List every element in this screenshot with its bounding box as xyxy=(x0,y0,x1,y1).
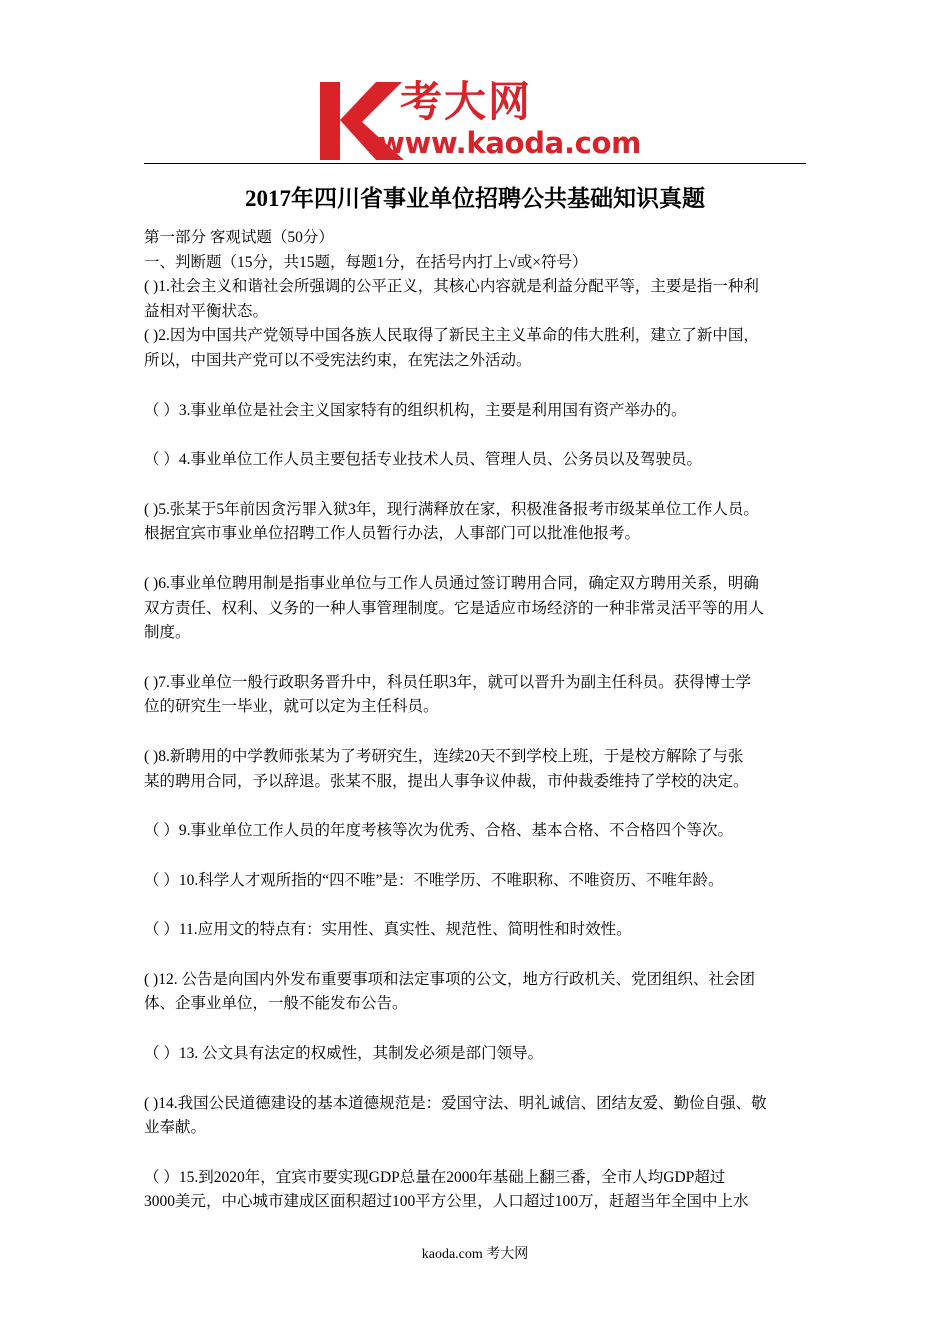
question-6 xyxy=(144,572,810,646)
question-line: ( )2.因为中国共产党领导中国各族人民取得了新民主主义革命的伟大胜利，建立了新中国， xyxy=(144,327,759,345)
question-line: ( )12. 公告是向国内外发布重要事项和法定事项的公文，地方行政机关、党团组织、社会团 xyxy=(144,970,755,988)
question-7 xyxy=(144,671,810,720)
question-10 xyxy=(144,869,810,894)
question-line: ( )5.张某于5年前因贪污罪入狱3年，现行满释放在家，积极准备报考市级某单位工作人员。 xyxy=(144,500,759,518)
question-9 xyxy=(144,819,810,844)
question-line: （ ）9.事业单位工作人员的年度考核等次为优秀、合格、基本合格、不合格四个等次。 xyxy=(144,822,734,840)
question-13 xyxy=(144,1042,810,1067)
document-body xyxy=(144,226,810,1215)
question-8 xyxy=(144,745,810,794)
question-2 xyxy=(144,324,810,373)
question-14 xyxy=(144,1092,810,1141)
question-line: 益相对平衡状态。 xyxy=(144,302,269,320)
question-1 xyxy=(144,275,810,324)
question-line: ( )14.我国公民道德建设的基本道德规范是：爱国守法、明礼诚信、团结友爱、勤俭自强、敬 xyxy=(144,1094,767,1112)
question-line: 业奉献。 xyxy=(144,1119,207,1137)
question-line: 体、企事业单位，一般不能发布公告。 xyxy=(144,995,408,1013)
question-line: （ ）13. 公文具有法定的权威性，其制发必须是部门领导。 xyxy=(144,1045,544,1063)
page-title: 2017年四川省事业单位招聘公共基础知识真题 xyxy=(245,186,705,211)
question-5 xyxy=(144,498,810,547)
question-line: （ ）11.应用文的特点有：实用性、真实性、规范性、简明性和时效性。 xyxy=(144,921,632,939)
question-line: 所以，中国共产党可以不受宪法约束，在宪法之外活动。 xyxy=(144,351,532,369)
kaoda-logo xyxy=(318,78,648,160)
question-line: 位的研究生一毕业，就可以定为主任科员。 xyxy=(144,698,439,716)
question-12 xyxy=(144,968,810,1017)
question-line: （ ）10.科学人才观所指的“四不唯”是：不唯学历、不唯职称、不唯资历、不唯年龄。 xyxy=(144,871,724,889)
question-11 xyxy=(144,918,810,943)
question-3 xyxy=(144,399,810,424)
header-divider xyxy=(144,163,806,164)
question-line: （ ）4.事业单位工作人员主要包括专业技术人员、管理人员、公务员以及驾驶员。 xyxy=(144,451,703,469)
question-line: ( )7.事业单位一般行政职务晋升中，科员任职3年，就可以晋升为副主任科员。获得博士学 xyxy=(144,673,752,691)
question-line: ( )1.社会主义和谐社会所强调的公平正义，其核心内容就是利益分配平等，主要是指一种利 xyxy=(144,278,759,296)
section-heading: 第一部分 客观试题（50分） xyxy=(144,229,334,246)
question-line: 某的聘用合同，予以辞退。张某不服，提出人事争议仲裁，市仲裁委维持了学校的决定。 xyxy=(144,772,749,790)
question-line: 双方责任、权利、义务的一种人事管理制度。它是适应市场经济的一种非常灵活平等的用人 xyxy=(144,599,765,617)
logo-brand-cn: 考大网 xyxy=(400,77,533,126)
question-line: 根据宜宾市事业单位招聘工作人员暂行办法，人事部门可以批准他报考。 xyxy=(144,525,641,543)
page-footer: kaoda.com 考大网 xyxy=(421,1247,529,1262)
question-line: （ ）15.到2020年，宜宾市要实现GDP总量在2000年基础上翻三番，全市人均GDP超过 xyxy=(144,1168,726,1186)
logo-url: www.kaoda.com xyxy=(378,126,642,160)
question-4 xyxy=(144,448,810,473)
question-line: ( )8.新聘用的中学教师张某为了考研究生，连续20天不到学校上班，于是校方解除了与张 xyxy=(144,747,744,765)
question-line: （ ）3.事业单位是社会主义国家特有的组织机构，主要是利用国有资产举办的。 xyxy=(144,401,687,419)
question-line: 3000美元，中心城市建成区面积超过100平方公里，人口超过100万，赶超当年全国中上水 xyxy=(144,1193,749,1211)
question-line: 制度。 xyxy=(144,624,191,642)
question-line: ( )6.事业单位聘用制是指事业单位与工作人员通过签订聘用合同，确定双方聘用关系，明确 xyxy=(144,574,759,592)
question-15 xyxy=(144,1166,810,1215)
instructions: 一、判断题（15分，共15题，每题1分，在括号内打上√或×符号） xyxy=(144,253,588,271)
